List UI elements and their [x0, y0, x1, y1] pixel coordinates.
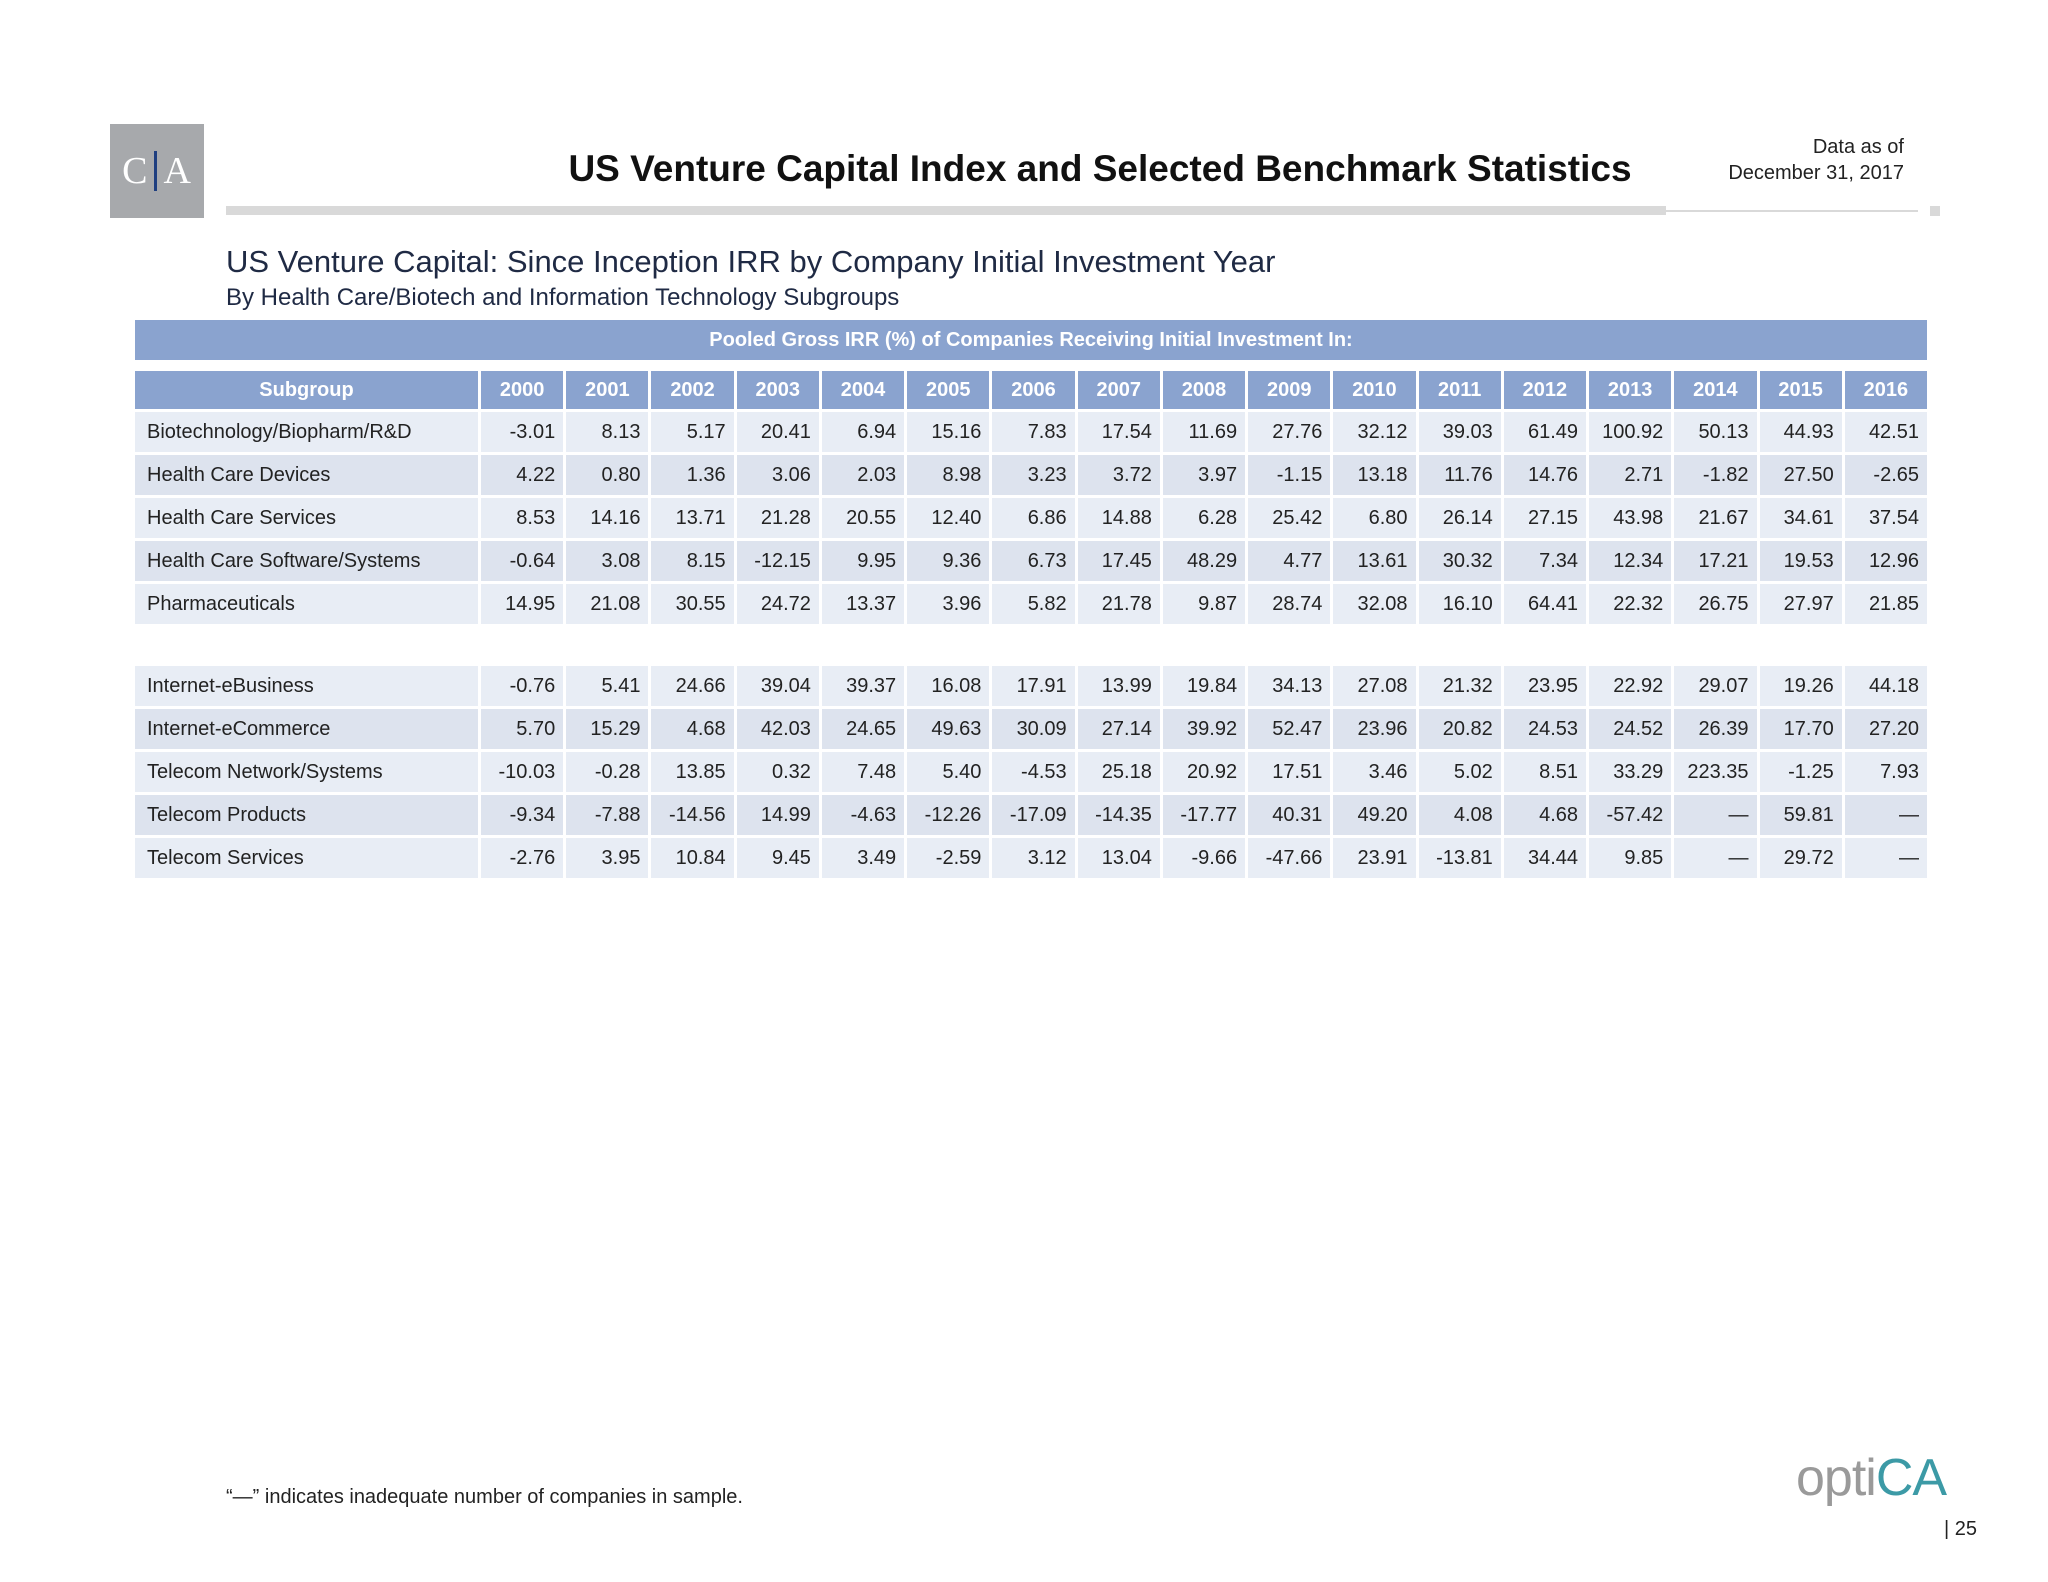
table-cell: 11.69	[1163, 412, 1245, 452]
table-cell: -12.26	[907, 795, 989, 835]
table-cell: 7.34	[1504, 541, 1586, 581]
table-cell: -12.15	[737, 541, 819, 581]
table-cell: 24.52	[1589, 709, 1671, 749]
table-cell: 27.97	[1760, 584, 1842, 624]
table-cell: -57.42	[1589, 795, 1671, 835]
table-cell: 3.49	[822, 838, 904, 878]
table-cell: 0.80	[566, 455, 648, 495]
table-cell: 13.04	[1078, 838, 1160, 878]
data-as-of	[1728, 134, 1904, 186]
table-cell: 17.70	[1760, 709, 1842, 749]
table-cell: 26.39	[1674, 709, 1756, 749]
table-cell: -0.76	[481, 666, 563, 706]
table-cell: 100.92	[1589, 412, 1671, 452]
table-cell: 52.47	[1248, 709, 1330, 749]
data-as-of-label: Data as of	[1812, 136, 1904, 158]
table-cell: 15.29	[566, 709, 648, 749]
report-title: US Venture Capital Index and Selected Benchmark Statistics	[568, 148, 1632, 189]
table-cell: -14.35	[1078, 795, 1160, 835]
table-cell: —	[1674, 795, 1756, 835]
table-cell: -14.56	[651, 795, 733, 835]
table-cell: 28.74	[1248, 584, 1330, 624]
row-label: Telecom Products	[135, 795, 478, 835]
table-cell: 20.92	[1163, 752, 1245, 792]
table-cell: -0.64	[481, 541, 563, 581]
table-cell: 64.41	[1504, 584, 1586, 624]
table-cell: 3.12	[992, 838, 1074, 878]
ca-logo	[110, 124, 204, 218]
table-cell: 3.06	[737, 455, 819, 495]
table-cell: 3.46	[1333, 752, 1415, 792]
column-header-year: 2003	[737, 371, 819, 409]
table-cell: 14.16	[566, 498, 648, 538]
table-cell: 5.17	[651, 412, 733, 452]
table-cell: 4.68	[1504, 795, 1586, 835]
column-header-year: 2011	[1419, 371, 1501, 409]
table-cell: 13.18	[1333, 455, 1415, 495]
table-cell: -9.34	[481, 795, 563, 835]
table-cell: 9.87	[1163, 584, 1245, 624]
table-cell: -13.81	[1419, 838, 1501, 878]
table-cell: -10.03	[481, 752, 563, 792]
table-cell: 5.02	[1419, 752, 1501, 792]
section-title: US Venture Capital: Since Inception IRR by Company Initial Investment Year	[226, 244, 1276, 279]
table-cell: 21.67	[1674, 498, 1756, 538]
table-cell: 4.77	[1248, 541, 1330, 581]
table-cell: 34.61	[1760, 498, 1842, 538]
table-cell: 16.10	[1419, 584, 1501, 624]
column-header-subgroup: Subgroup	[135, 371, 478, 409]
table-row	[135, 498, 1927, 538]
table-cell: 6.73	[992, 541, 1074, 581]
table-cell: 24.53	[1504, 709, 1586, 749]
column-header-year: 2009	[1248, 371, 1330, 409]
table-cell: 22.32	[1589, 584, 1671, 624]
table-cell: 27.20	[1845, 709, 1927, 749]
table-cell: 12.96	[1845, 541, 1927, 581]
table-cell: 5.40	[907, 752, 989, 792]
column-header-year: 2014	[1674, 371, 1756, 409]
table-row	[135, 795, 1927, 835]
table-cell: 3.95	[566, 838, 648, 878]
table-cell: 4.68	[651, 709, 733, 749]
table-cell: 17.91	[992, 666, 1074, 706]
table-cell: 30.32	[1419, 541, 1501, 581]
table-cell: 6.80	[1333, 498, 1415, 538]
table-row	[135, 838, 1927, 878]
column-header-year: 2016	[1845, 371, 1927, 409]
header-rule-thin	[1666, 210, 1918, 212]
group-spacer	[135, 627, 1927, 663]
column-header-year: 2005	[907, 371, 989, 409]
table-cell: 11.76	[1419, 455, 1501, 495]
table-cell: 2.71	[1589, 455, 1671, 495]
row-label: Internet-eBusiness	[135, 666, 478, 706]
column-header-year: 2010	[1333, 371, 1415, 409]
table-cell: 5.70	[481, 709, 563, 749]
table-cell: 19.26	[1760, 666, 1842, 706]
table-cell: 5.82	[992, 584, 1074, 624]
column-header-year: 2004	[822, 371, 904, 409]
irr-table	[132, 368, 1930, 881]
table-cell: 17.45	[1078, 541, 1160, 581]
table-cell: 21.78	[1078, 584, 1160, 624]
table-cell: 23.91	[1333, 838, 1415, 878]
optica-logo	[1796, 1448, 1946, 1508]
column-header-year: 2012	[1504, 371, 1586, 409]
table-cell: 29.07	[1674, 666, 1756, 706]
table-cell: 27.76	[1248, 412, 1330, 452]
table-cell: 9.45	[737, 838, 819, 878]
table-cell: -9.66	[1163, 838, 1245, 878]
table-cell: 13.61	[1333, 541, 1415, 581]
table-cell: 49.20	[1333, 795, 1415, 835]
column-header-year: 2008	[1163, 371, 1245, 409]
table-cell: -1.82	[1674, 455, 1756, 495]
table-cell: 22.92	[1589, 666, 1671, 706]
column-header-year: 2015	[1760, 371, 1842, 409]
table-row	[135, 666, 1927, 706]
table-cell: 17.51	[1248, 752, 1330, 792]
table-cell: 27.14	[1078, 709, 1160, 749]
table-cell: 14.99	[737, 795, 819, 835]
table-body	[135, 412, 1927, 878]
header-rule	[226, 206, 1666, 215]
table-cell: 39.03	[1419, 412, 1501, 452]
table-cell: 7.83	[992, 412, 1074, 452]
table-cell: 5.41	[566, 666, 648, 706]
brand-text-opti: opti	[1796, 1449, 1876, 1507]
table-cell: 39.92	[1163, 709, 1245, 749]
table-cell: -4.53	[992, 752, 1074, 792]
table-cell: 27.50	[1760, 455, 1842, 495]
table-cell: 25.18	[1078, 752, 1160, 792]
table-cell: 20.41	[737, 412, 819, 452]
table-cell: 3.08	[566, 541, 648, 581]
table-cell: 42.51	[1845, 412, 1927, 452]
table-cell: 8.15	[651, 541, 733, 581]
table-cell: 25.42	[1248, 498, 1330, 538]
table-cell: 23.96	[1333, 709, 1415, 749]
table-cell: 50.13	[1674, 412, 1756, 452]
table-cell: 24.66	[651, 666, 733, 706]
table-cell: 15.16	[907, 412, 989, 452]
table-cell: 7.93	[1845, 752, 1927, 792]
column-header-year: 2013	[1589, 371, 1671, 409]
table-cell: 0.32	[737, 752, 819, 792]
table-cell: 9.95	[822, 541, 904, 581]
table-cell: -1.15	[1248, 455, 1330, 495]
row-label: Telecom Services	[135, 838, 478, 878]
table-cell: 3.97	[1163, 455, 1245, 495]
table-cell: 34.44	[1504, 838, 1586, 878]
table-cell: 32.12	[1333, 412, 1415, 452]
header-rule-end-square	[1930, 206, 1940, 216]
table-cell: 39.04	[737, 666, 819, 706]
table-cell: 9.36	[907, 541, 989, 581]
table-cell: 7.48	[822, 752, 904, 792]
table-cell: 8.51	[1504, 752, 1586, 792]
table-cell: 49.63	[907, 709, 989, 749]
table-header-row	[135, 371, 1927, 409]
table-cell: 44.18	[1845, 666, 1927, 706]
table-cell: 3.72	[1078, 455, 1160, 495]
table-cell: 33.29	[1589, 752, 1671, 792]
table-cell: —	[1845, 795, 1927, 835]
table-cell: 16.08	[907, 666, 989, 706]
row-label: Health Care Devices	[135, 455, 478, 495]
table-cell: 6.86	[992, 498, 1074, 538]
table-cell: 14.76	[1504, 455, 1586, 495]
table-cell: 223.35	[1674, 752, 1756, 792]
table-cell: 48.29	[1163, 541, 1245, 581]
table-cell: —	[1674, 838, 1756, 878]
table-cell: 32.08	[1333, 584, 1415, 624]
table-cell: 2.03	[822, 455, 904, 495]
table-cell: 61.49	[1504, 412, 1586, 452]
table-cell: 8.53	[481, 498, 563, 538]
table-cell: 1.36	[651, 455, 733, 495]
table-cell: 59.81	[1760, 795, 1842, 835]
table-cell: 13.85	[651, 752, 733, 792]
table-cell: -2.65	[1845, 455, 1927, 495]
column-header-year: 2007	[1078, 371, 1160, 409]
column-header-year: 2000	[481, 371, 563, 409]
table-cell: 21.28	[737, 498, 819, 538]
table-cell: -0.28	[566, 752, 648, 792]
row-label: Biotechnology/Biopharm/R&D	[135, 412, 478, 452]
table-cell: 14.88	[1078, 498, 1160, 538]
table-cell: -1.25	[1760, 752, 1842, 792]
table-cell: 44.93	[1760, 412, 1842, 452]
row-label: Telecom Network/Systems	[135, 752, 478, 792]
table-cell: 6.28	[1163, 498, 1245, 538]
logo-divider	[154, 151, 157, 191]
table-row	[135, 412, 1927, 452]
table-cell: 12.34	[1589, 541, 1671, 581]
table-cell: 27.15	[1504, 498, 1586, 538]
table-cell: 10.84	[651, 838, 733, 878]
column-header-year: 2001	[566, 371, 648, 409]
table-cell: -17.09	[992, 795, 1074, 835]
table-cell: 13.99	[1078, 666, 1160, 706]
irr-table-container	[135, 320, 1927, 881]
data-as-of-date: December 31, 2017	[1728, 162, 1904, 184]
table-cell: 34.13	[1248, 666, 1330, 706]
table-cell: 9.85	[1589, 838, 1671, 878]
table-row	[135, 541, 1927, 581]
table-cell: -3.01	[481, 412, 563, 452]
table-cell: 4.22	[481, 455, 563, 495]
table-cell: 12.40	[907, 498, 989, 538]
table-cell: 21.85	[1845, 584, 1927, 624]
table-cell: 29.72	[1760, 838, 1842, 878]
column-header-year: 2002	[651, 371, 733, 409]
table-cell: -2.59	[907, 838, 989, 878]
table-cell: 24.72	[737, 584, 819, 624]
table-cell: 8.98	[907, 455, 989, 495]
footnote: “—” indicates inadequate number of companies in sample.	[226, 1486, 743, 1508]
table-cell: 24.65	[822, 709, 904, 749]
logo-letter-c: C	[122, 150, 149, 192]
table-cell: 19.84	[1163, 666, 1245, 706]
table-super-header: Pooled Gross IRR (%) of Companies Receiving Initial Investment In:	[135, 320, 1927, 360]
table-cell: 3.96	[907, 584, 989, 624]
table-row	[135, 584, 1927, 624]
column-header-year: 2006	[992, 371, 1074, 409]
table-cell: 6.94	[822, 412, 904, 452]
row-label: Pharmaceuticals	[135, 584, 478, 624]
table-cell: 3.23	[992, 455, 1074, 495]
table-cell: -7.88	[566, 795, 648, 835]
table-cell: 26.14	[1419, 498, 1501, 538]
table-cell: 13.71	[651, 498, 733, 538]
table-row	[135, 455, 1927, 495]
table-cell: -47.66	[1248, 838, 1330, 878]
table-cell: 8.13	[566, 412, 648, 452]
table-cell: 37.54	[1845, 498, 1927, 538]
table-cell: 14.95	[481, 584, 563, 624]
table-cell: 4.08	[1419, 795, 1501, 835]
table-cell: 23.95	[1504, 666, 1586, 706]
table-cell: 30.55	[651, 584, 733, 624]
table-cell: -17.77	[1163, 795, 1245, 835]
table-cell: —	[1845, 838, 1927, 878]
table-cell: -2.76	[481, 838, 563, 878]
table-cell: 27.08	[1333, 666, 1415, 706]
page-number: | 25	[1944, 1518, 1977, 1540]
table-cell: 20.82	[1419, 709, 1501, 749]
row-label: Health Care Services	[135, 498, 478, 538]
logo-letter-a: A	[163, 150, 192, 192]
table-cell: 17.21	[1674, 541, 1756, 581]
table-cell: 26.75	[1674, 584, 1756, 624]
table-cell: 13.37	[822, 584, 904, 624]
table-cell: 43.98	[1589, 498, 1671, 538]
table-cell: -4.63	[822, 795, 904, 835]
table-cell: 40.31	[1248, 795, 1330, 835]
table-cell: 21.08	[566, 584, 648, 624]
table-cell: 21.32	[1419, 666, 1501, 706]
table-cell: 17.54	[1078, 412, 1160, 452]
table-cell: 20.55	[822, 498, 904, 538]
table-row	[135, 709, 1927, 749]
row-label: Internet-eCommerce	[135, 709, 478, 749]
brand-text-ca: CA	[1875, 1449, 1947, 1507]
spacer-cell	[135, 627, 1927, 663]
section-subtitle: By Health Care/Biotech and Information Technology Subgroups	[226, 284, 900, 311]
table-cell: 30.09	[992, 709, 1074, 749]
table-cell: 42.03	[737, 709, 819, 749]
table-row	[135, 752, 1927, 792]
table-cell: 19.53	[1760, 541, 1842, 581]
row-label: Health Care Software/Systems	[135, 541, 478, 581]
table-cell: 39.37	[822, 666, 904, 706]
